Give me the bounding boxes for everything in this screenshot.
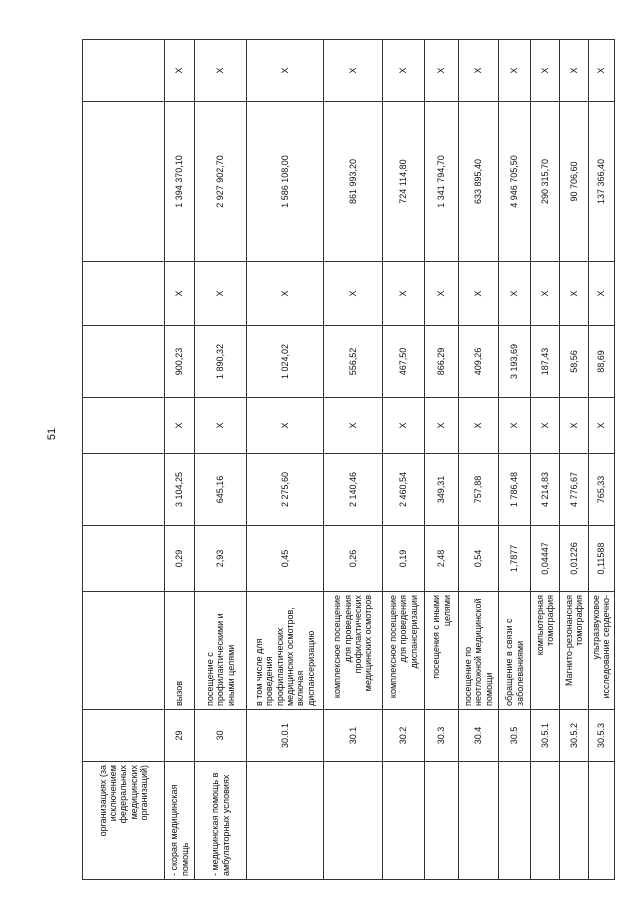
- table-row: [83, 40, 165, 880]
- x-mark-cell: X: [324, 398, 383, 454]
- per-capita-cell: 556,52: [324, 326, 383, 398]
- total-cell: 2 927 902,70: [195, 102, 247, 262]
- x-mark-cell: X: [459, 398, 499, 454]
- unit-cell: в том числе для проведения профилактических медицинских осмотров, включая диспансеризацию: [247, 592, 324, 710]
- norm-cell: 2,48: [425, 526, 459, 592]
- empty-cell: [83, 326, 165, 398]
- cost-cell: 2 460,54: [383, 454, 425, 526]
- cost-cell: 1 786,48: [499, 454, 531, 526]
- empty-cell: [83, 526, 165, 592]
- x-mark-cell: X: [499, 40, 531, 102]
- total-cell: 90 706,60: [560, 102, 589, 262]
- x-mark-cell: X: [165, 262, 195, 326]
- per-capita-cell: 88,69: [589, 326, 615, 398]
- x-mark-cell: X: [383, 40, 425, 102]
- x-mark-cell: X: [589, 40, 615, 102]
- norm-cell: 0,26: [324, 526, 383, 592]
- x-mark-cell: X: [560, 262, 589, 326]
- norm-cell: 0,54: [459, 526, 499, 592]
- group-cell: - скорая медицинская помощь: [165, 762, 195, 880]
- cost-cell: 4 214,83: [531, 454, 560, 526]
- row-number-cell: 29: [165, 710, 195, 762]
- table-row: [425, 40, 459, 880]
- group-cell: [531, 762, 560, 880]
- total-cell: 137 366,40: [589, 102, 615, 262]
- unit-cell: посещения с иными целями: [425, 592, 459, 710]
- unit-cell: вызов: [165, 592, 195, 710]
- table-row: [165, 40, 195, 880]
- total-cell: 4 946 705,50: [499, 102, 531, 262]
- unit-cell: компьютерная томография: [531, 592, 560, 710]
- norm-cell: 0,29: [165, 526, 195, 592]
- x-mark-cell: X: [499, 398, 531, 454]
- x-mark-cell: X: [247, 262, 324, 326]
- row-number-cell: 30.4: [459, 710, 499, 762]
- group-cell: [247, 762, 324, 880]
- x-mark-cell: X: [383, 262, 425, 326]
- table-row: [459, 40, 499, 880]
- x-mark-cell: X: [195, 40, 247, 102]
- per-capita-cell: 1 024,02: [247, 326, 324, 398]
- norm-cell: 1,7877: [499, 526, 531, 592]
- group-cell: - медицинская помощь в амбулаторных условиях: [195, 762, 247, 880]
- x-mark-cell: X: [425, 40, 459, 102]
- per-capita-cell: 1 890,32: [195, 326, 247, 398]
- cost-cell: 765,33: [589, 454, 615, 526]
- row-number-cell: 30.1: [324, 710, 383, 762]
- x-mark-cell: X: [324, 262, 383, 326]
- cost-cell: 4 776,67: [560, 454, 589, 526]
- x-mark-cell: X: [195, 262, 247, 326]
- unit-cell: комплексное посещение для проведения диспансеризации: [383, 592, 425, 710]
- norm-cell: 0,45: [247, 526, 324, 592]
- unit-cell: ультразвуковое исследование сердечно-: [589, 592, 615, 710]
- table-row: [383, 40, 425, 880]
- table-container: [82, 40, 612, 880]
- empty-cell: [83, 40, 165, 102]
- group-cell: [459, 762, 499, 880]
- unit-cell: комплексное посещение для проведения профилактических медицинских осмотров: [324, 592, 383, 710]
- table-row: [560, 40, 589, 880]
- table-row: [247, 40, 324, 880]
- norm-cell: 0,01226: [560, 526, 589, 592]
- x-mark-cell: X: [459, 40, 499, 102]
- group-cell: [499, 762, 531, 880]
- empty-cell: [83, 592, 165, 710]
- x-mark-cell: X: [195, 398, 247, 454]
- per-capita-cell: 58,56: [560, 326, 589, 398]
- row-number-cell: 30.5.2: [560, 710, 589, 762]
- x-mark-cell: X: [247, 398, 324, 454]
- group-cell: [589, 762, 615, 880]
- per-capita-cell: 187,43: [531, 326, 560, 398]
- unit-cell: обращение в связи с заболеваниями: [499, 592, 531, 710]
- cost-cell: 349,31: [425, 454, 459, 526]
- cost-cell: 2 140,46: [324, 454, 383, 526]
- total-cell: 1 586 108,00: [247, 102, 324, 262]
- x-mark-cell: X: [247, 40, 324, 102]
- unit-cell: посещение с профилактическими и иными целями: [195, 592, 247, 710]
- org-note-cell: организациях (за исключением федеральных медицинских организаций): [83, 762, 165, 880]
- norm-cell: 2,93: [195, 526, 247, 592]
- rotated-table-frame: [82, 40, 612, 880]
- norm-cell: 0,19: [383, 526, 425, 592]
- total-cell: 290 315,70: [531, 102, 560, 262]
- x-mark-cell: X: [425, 262, 459, 326]
- per-capita-cell: 467,50: [383, 326, 425, 398]
- row-number-cell: 30.5: [499, 710, 531, 762]
- x-mark-cell: X: [425, 398, 459, 454]
- x-mark-cell: X: [459, 262, 499, 326]
- x-mark-cell: X: [531, 398, 560, 454]
- x-mark-cell: X: [560, 40, 589, 102]
- row-number-cell: 30.5.1: [531, 710, 560, 762]
- total-cell: 1 394 370,10: [165, 102, 195, 262]
- x-mark-cell: X: [499, 262, 531, 326]
- table-row: [499, 40, 531, 880]
- norm-cell: 0,04447: [531, 526, 560, 592]
- cost-cell: 2 275,60: [247, 454, 324, 526]
- table-row: [324, 40, 383, 880]
- table-row: [531, 40, 560, 880]
- per-capita-cell: 900,23: [165, 326, 195, 398]
- x-mark-cell: X: [531, 40, 560, 102]
- row-number-cell: 30.2: [383, 710, 425, 762]
- table-row: [589, 40, 615, 880]
- x-mark-cell: X: [589, 398, 615, 454]
- total-cell: 1 341 794,70: [425, 102, 459, 262]
- group-cell: [383, 762, 425, 880]
- financing-table: [82, 39, 615, 880]
- total-cell: 724 114,80: [383, 102, 425, 262]
- cost-cell: 757,88: [459, 454, 499, 526]
- group-cell: [560, 762, 589, 880]
- x-mark-cell: X: [560, 398, 589, 454]
- total-cell: 861 993,20: [324, 102, 383, 262]
- empty-cell: [83, 102, 165, 262]
- empty-cell: [83, 398, 165, 454]
- x-mark-cell: X: [531, 262, 560, 326]
- total-cell: 633 895,40: [459, 102, 499, 262]
- unit-cell: Магнито-резонансная томография: [560, 592, 589, 710]
- empty-cell: [83, 710, 165, 762]
- group-cell: [324, 762, 383, 880]
- x-mark-cell: X: [165, 398, 195, 454]
- row-number-cell: 30.3: [425, 710, 459, 762]
- row-number-cell: 30.0.1: [247, 710, 324, 762]
- x-mark-cell: X: [589, 262, 615, 326]
- cost-cell: 645,16: [195, 454, 247, 526]
- table-row: [195, 40, 247, 880]
- row-number-cell: 30: [195, 710, 247, 762]
- per-capita-cell: 866,29: [425, 326, 459, 398]
- empty-cell: [83, 454, 165, 526]
- empty-cell: [83, 262, 165, 326]
- x-mark-cell: X: [324, 40, 383, 102]
- page-number: 51: [46, 427, 58, 441]
- x-mark-cell: X: [383, 398, 425, 454]
- group-cell: [425, 762, 459, 880]
- per-capita-cell: 409,26: [459, 326, 499, 398]
- cost-cell: 3 104,25: [165, 454, 195, 526]
- unit-cell: посещение по неотложной медицинской помощи: [459, 592, 499, 710]
- per-capita-cell: 3 193,69: [499, 326, 531, 398]
- x-mark-cell: X: [165, 40, 195, 102]
- row-number-cell: 30.5.3: [589, 710, 615, 762]
- norm-cell: 0,11588: [589, 526, 615, 592]
